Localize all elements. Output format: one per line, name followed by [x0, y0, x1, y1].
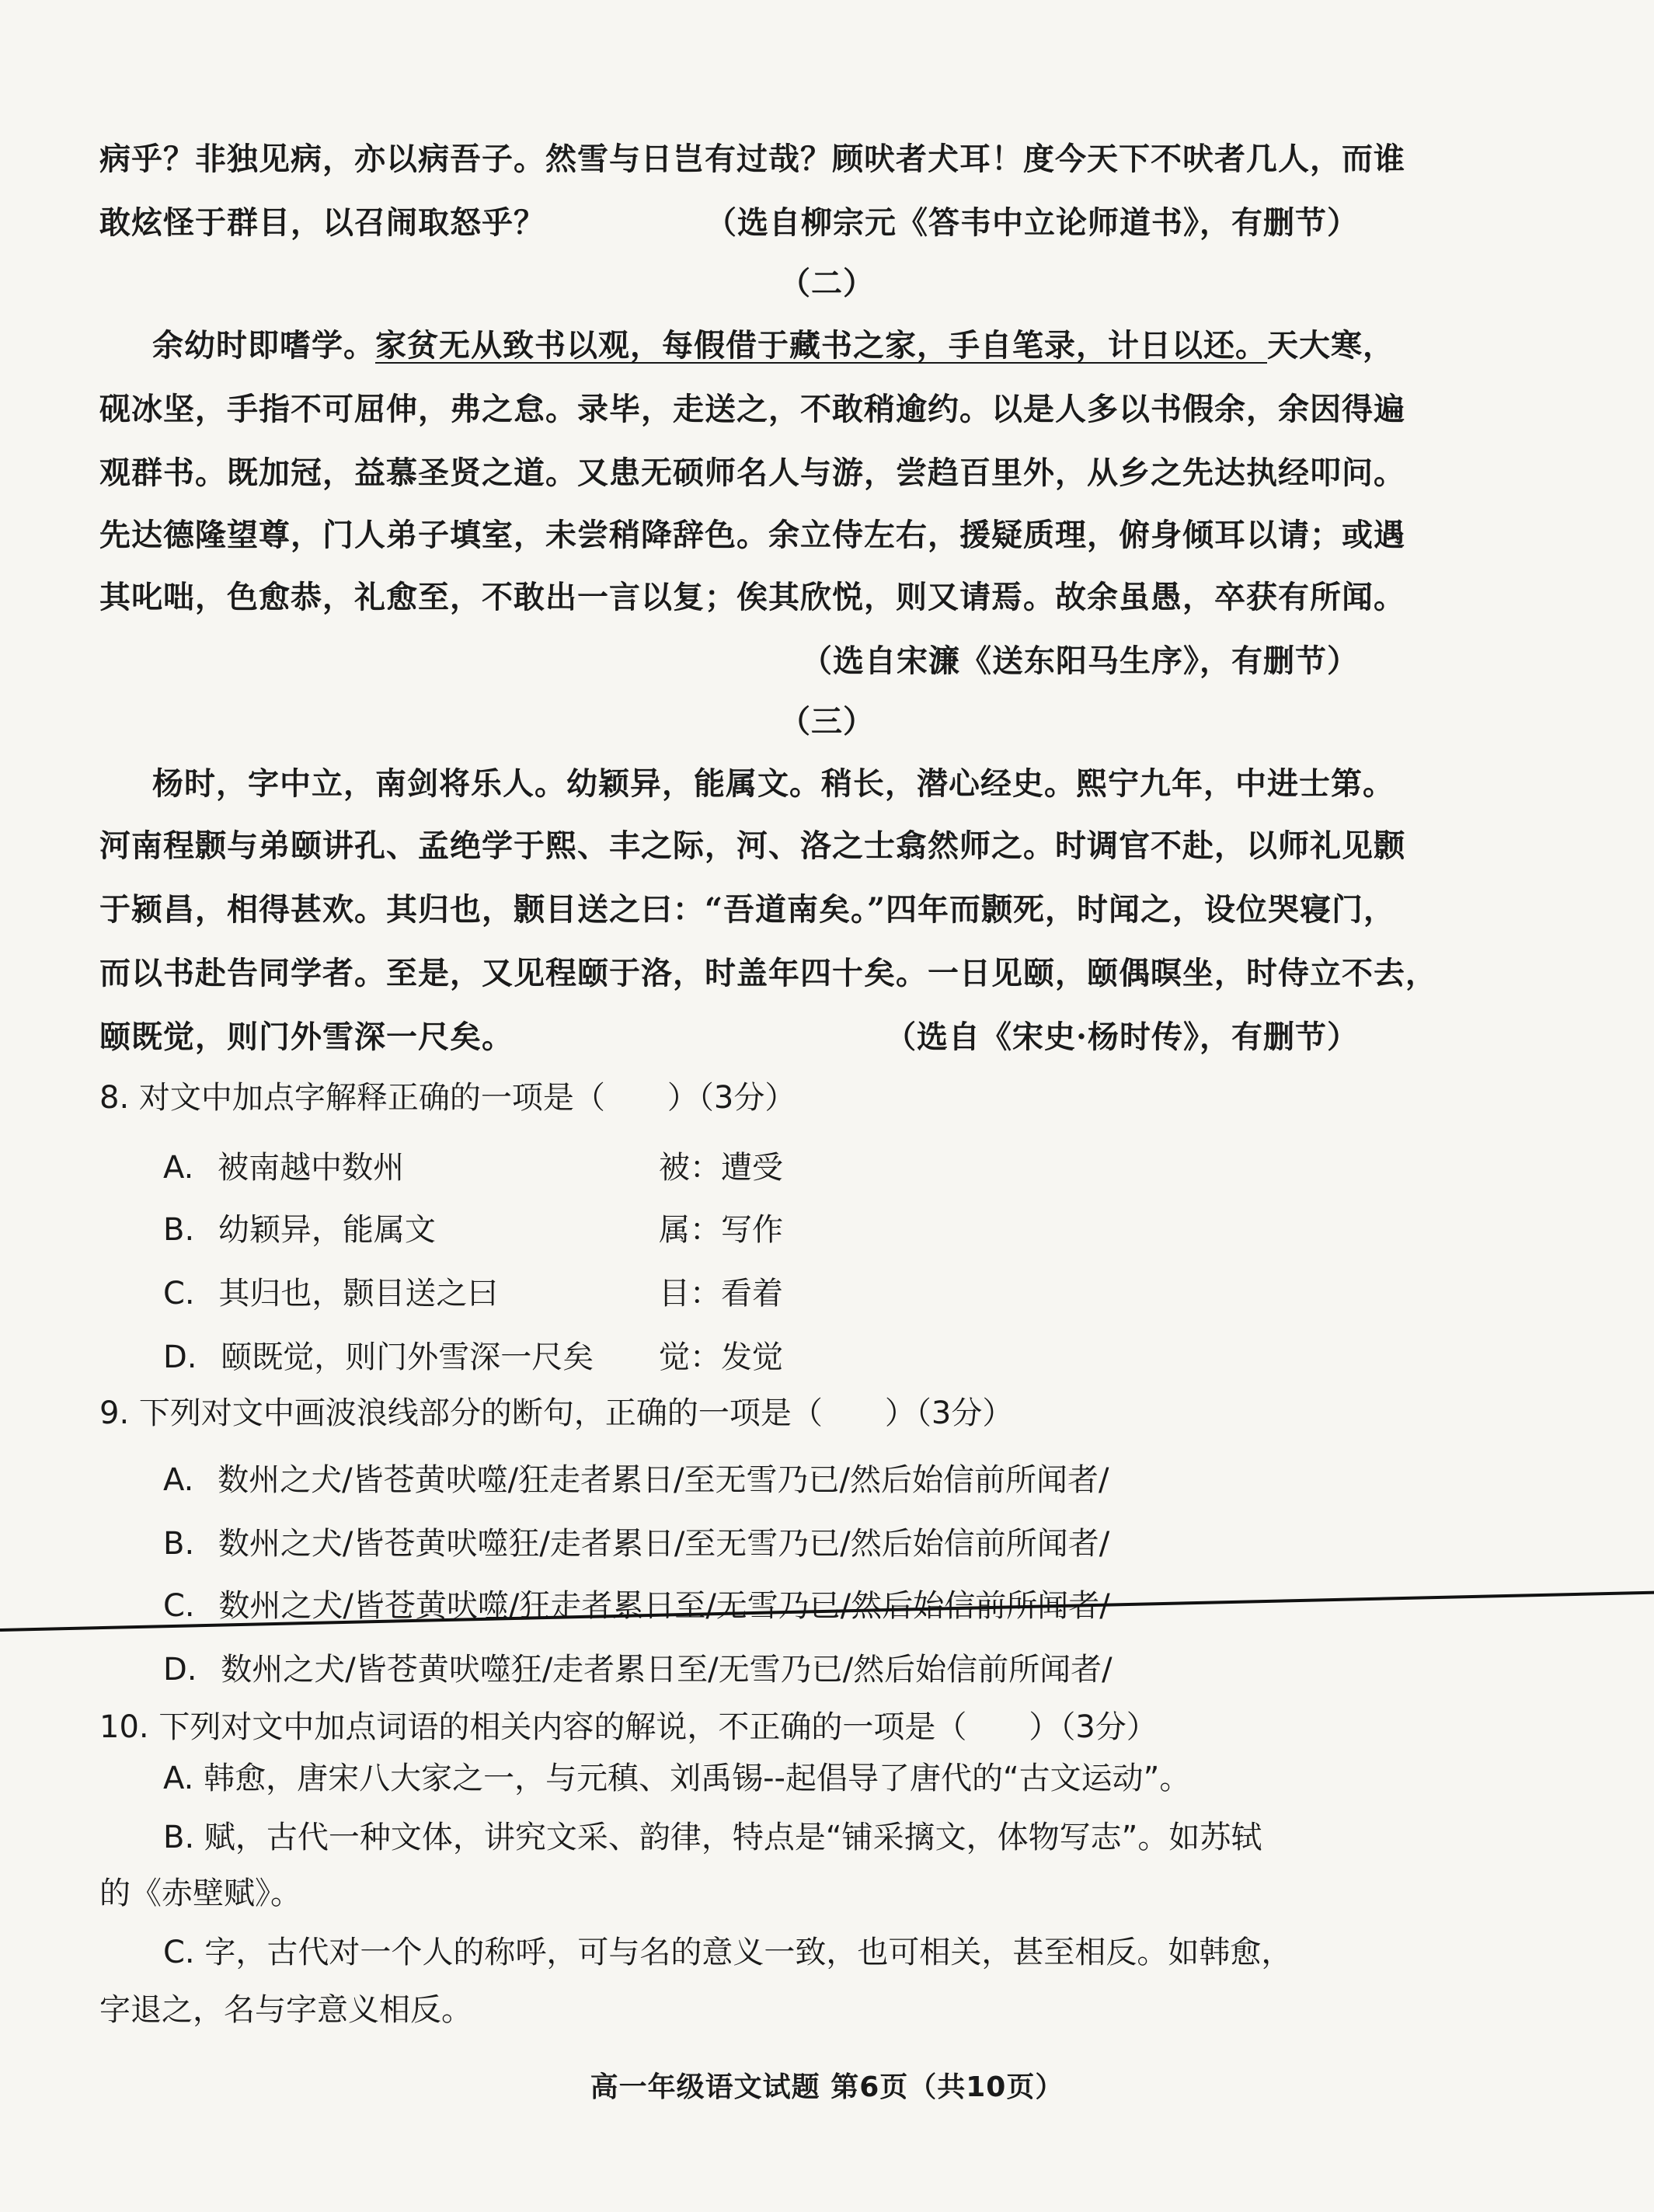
q8-option-c-gloss: 目：看着 — [659, 1276, 783, 1312]
option-text: 被南越中数州 — [218, 1150, 405, 1186]
section3-line5: 颐既觉，则门外雪深一尺矣。 — [99, 1019, 514, 1055]
section3-source: （选自《宋史·杨时传》，有删节） — [885, 1019, 1359, 1055]
option-text: 幼颖异，能属文 — [218, 1212, 436, 1248]
page-footer: 高一年级语文试题 第6页（共10页） — [590, 2071, 1064, 2103]
section2-line3: 观群书。既加冠，益慕圣贤之道。又患无硕师名人与游，尝趋百里外，从乡之先达执经叩问。 — [99, 455, 1405, 491]
section3-line3: 于颍昌，相得甚欢。其归也，颢目送之曰：“吾道南矣。”四年而颢死，时闻之，设位哭寝门， — [99, 891, 1396, 928]
section2-line1 — [152, 326, 1395, 365]
section2-line1-start: 余幼时即嗜学。 — [152, 327, 375, 364]
passage1-source: （选自柳宗元《答韦中立论师道书》，有删节） — [705, 204, 1359, 241]
q8-option-a-gloss: 被：遭受 — [659, 1150, 783, 1186]
q10-option-c-line2: 字退之，名与字意义相反。 — [99, 1992, 472, 2028]
q9-option-d — [163, 1650, 1113, 1689]
option-text: 数州之犬/皆苍黄吠噬/狂走者累日/至无雪乃已/然后始信前所闻者/ — [218, 1462, 1109, 1498]
section3-heading: （三） — [779, 703, 875, 740]
section2-line4: 先达德隆望尊，门人弟子填室，未尝稍降辞色。余立侍左右，援疑质理，俯身倾耳以请；或遇 — [99, 517, 1405, 553]
q8-option-b — [163, 1211, 436, 1249]
q9-option-b — [163, 1524, 1109, 1563]
section2-line1-end: 天大寒， — [1267, 327, 1395, 364]
option-text: 颐既觉，则门外雪深一尺矣 — [221, 1339, 594, 1375]
section3-line4: 而以书赴告同学者。至是，又见程颐于洛，时盖年四十矣。一日见颐，颐偶暝坐，时侍立不去， — [99, 955, 1437, 991]
q10-stem: 10. 下列对文中加点词语的相关内容的解说，不正确的一项是（ ）（3分） — [99, 1709, 1158, 1745]
section3-line2: 河南程颢与弟颐讲孔、孟绝学于熙、丰之际，河、洛之士翕然师之。时调官不赴，以师礼见颢 — [99, 827, 1405, 864]
option-letter: A. — [163, 1150, 194, 1186]
section2-line5: 其叱咄，色愈恭，礼愈至，不敢出一言以复；俟其欣悦，则又请焉。故余虽愚，卒获有所闻。 — [99, 579, 1405, 615]
q8-option-d — [163, 1338, 594, 1377]
option-text: 数州之犬/皆苍黄吠噬/狂走者累日至/无雪乃已/然后始信前所闻者/ — [218, 1588, 1110, 1624]
option-letter: C. — [163, 1588, 195, 1624]
q8-option-d-gloss: 觉：发觉 — [659, 1339, 783, 1375]
section3-line1: 杨时，字中立，南剑将乐人。幼颖异，能属文。稍长，潜心经史。熙宁九年，中进士第。 — [152, 765, 1395, 802]
passage1-line1: 病乎？非独见病，亦以病吾子。然雪与日岂有过哉？顾吠者犬耳！度今天下不吠者几人，而谁 — [99, 141, 1405, 177]
q10-option-a: A. 韩愈，唐宋八大家之一，与元稹、刘禹锡--起倡导了唐代的“古文运动”。 — [163, 1761, 1191, 1796]
q8-stem: 8. 对文中加点字解释正确的一项是（ ）（3分） — [99, 1080, 796, 1116]
section2-line2: 砚冰坚，手指不可屈伸，弗之怠。录毕，走送之，不敢稍逾约。以是人多以书假余，余因得遍 — [99, 391, 1405, 427]
q8-option-c — [163, 1274, 498, 1313]
option-letter: A. — [163, 1462, 194, 1498]
passage1-line2: 敢炫怪于群目，以召闹取怒乎？ — [99, 204, 545, 241]
option-text: 其归也，颢目送之曰 — [218, 1276, 499, 1312]
section2-source: （选自宋濂《送东阳马生序》，有删节） — [801, 643, 1359, 679]
section2-heading: （二） — [779, 265, 875, 301]
q8-option-a — [163, 1148, 404, 1187]
q10-option-b-line1: B. 赋，古代一种文体，讲究文采、韵律，特点是“铺采摛文，体物写志”。如苏轼 — [163, 1820, 1262, 1855]
translation-underlined-sentence: 家贫无从致书以观，每假借于藏书之家，手自笔录，计日以还。 — [375, 327, 1267, 364]
q9-option-a — [163, 1461, 1109, 1500]
option-text: 数州之犬/皆苍黄吠噬狂/走者累日/至无雪乃已/然后始信前所闻者/ — [218, 1526, 1110, 1562]
option-letter: D. — [163, 1652, 197, 1688]
option-letter: D. — [163, 1339, 197, 1375]
option-letter: C. — [163, 1276, 195, 1312]
q10-option-b-line2: 的《赤壁赋》。 — [99, 1876, 301, 1911]
q10-option-c-line1: C. 字，古代对一个人的称呼，可与名的意义一致，也可相关，甚至相反。如韩愈， — [163, 1935, 1293, 1970]
option-text: 数州之犬/皆苍黄吠噬狂/走者累日至/无雪乃已/然后始信前所闻者/ — [221, 1652, 1113, 1688]
q9-stem: 9. 下列对文中画波浪线部分的断句，正确的一项是（ ）（3分） — [99, 1395, 1014, 1431]
q8-option-b-gloss: 属：写作 — [659, 1212, 783, 1248]
option-letter: B. — [163, 1526, 195, 1562]
option-letter: B. — [163, 1212, 195, 1248]
